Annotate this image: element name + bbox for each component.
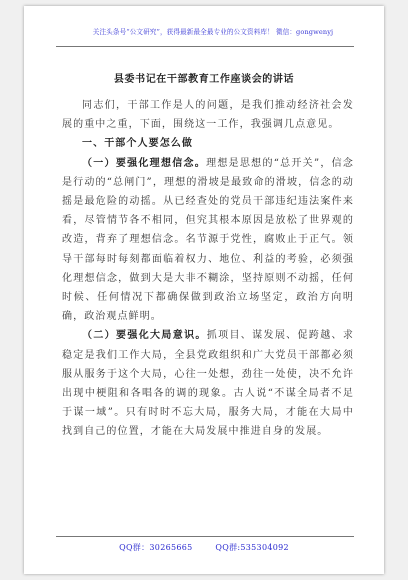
footer-divider [56,536,354,537]
intro-paragraph: 同志们，干部工作是人的问题，是我们推动经济社会发展的重中之重，下面，围绕这一工作，我强调几点意见。 [62,100,354,131]
paragraph-ideals [62,154,354,327]
paragraph-text: 抓项目、谋发展、促跨越、求稳定是我们工作大局，全县党政组织和广大党员干部都必须服从服务于这个大局，心往一处想，劲往一处使，决不允许出现中梗阻和各唱各的调的现象。古人说“不谋全局者不足于谋一域”。只有时时不忘大局，服务大局，才能在大局中找到自己的位置，才能在大局发展中推进自身的发展。 [62,330,354,438]
document-body [62,96,354,442]
paragraph-lead: （一）要强化理想信念。 [82,157,207,169]
section-heading: 一、干部个人要怎么做 [82,138,193,150]
footer [24,542,384,553]
paragraph-text: 理想是思想的“总开关”，信念是行动的“总闸门”，理想的滑坡是最致命的滑坡，信念的动摇是最危险的动摇。从已经查处的党员干部违纪违法案件来看，尽管情节各不相同，但究其根本原因是放松了世界观的改造，背弃了理想信念。名节源于党性，腐败止于正气。领导干部每时每刻都面临着权力、地位、利益的考验，必须强化理想信念，做到大是大非不糊涂，坚持原则不动摇，任何时候、任何情况下都确保做到政治立场坚定，政治方向明确，政治观点鲜明。 [62,157,354,323]
paragraph-overall [62,326,354,441]
paragraph-lead: （二）要强化大局意识。 [82,330,207,342]
footer-qq-group-2: QQ群:535304092 [215,543,289,552]
document-title: 县委书记在干部教育工作座谈会的讲话 [113,74,295,85]
header-divider [56,46,354,47]
header-banner: 关注头条号“公文研究”，获得最新最全最专业的公文资料库！ 微信：gongwenyj [92,28,334,36]
footer-qq-group-1: QQ群：30265665 [119,543,193,552]
document-page [24,6,384,574]
